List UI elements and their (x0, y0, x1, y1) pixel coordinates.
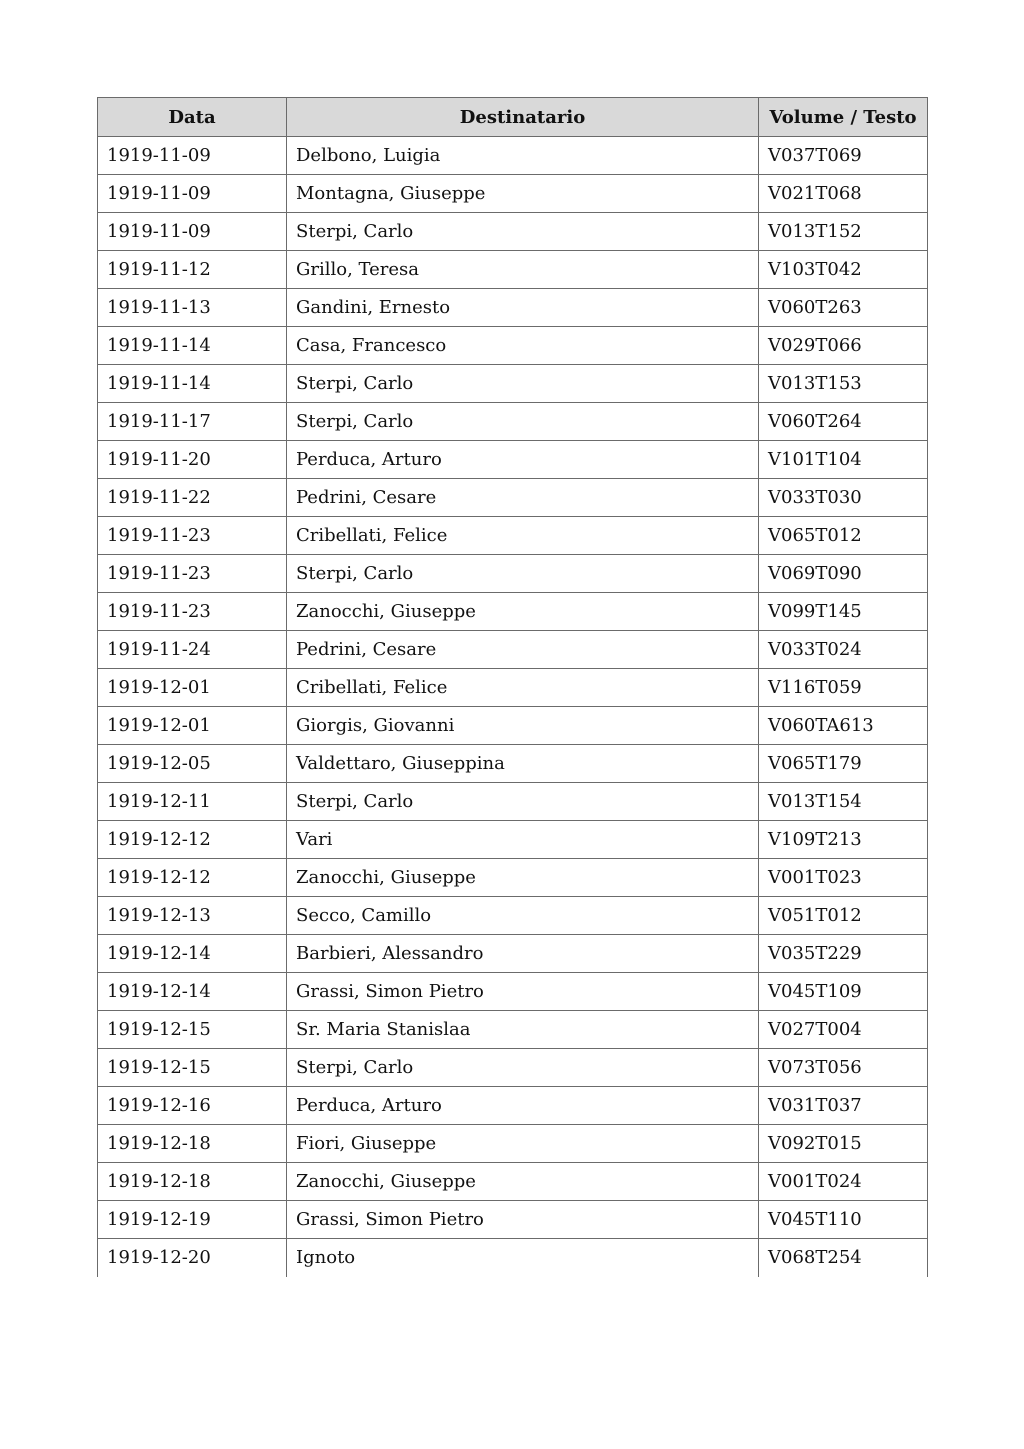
table-row (98, 137, 928, 175)
cell-volume-text: V013T152 (759, 213, 928, 251)
table-row (98, 251, 928, 289)
cell-recipient: Grassi, Simon Pietro (287, 973, 759, 1011)
cell-date: 1919-11-23 (98, 517, 287, 555)
table-row (98, 745, 928, 783)
cell-recipient: Sterpi, Carlo (287, 555, 759, 593)
header-volume-text: Volume / Testo (759, 98, 928, 137)
cell-date: 1919-11-09 (98, 175, 287, 213)
cell-volume-text: V068T254 (759, 1239, 928, 1277)
cell-date: 1919-12-15 (98, 1011, 287, 1049)
cell-recipient: Vari (287, 821, 759, 859)
cell-recipient: Sterpi, Carlo (287, 403, 759, 441)
cell-volume-text: V035T229 (759, 935, 928, 973)
table-row (98, 783, 928, 821)
cell-recipient: Delbono, Luigia (287, 137, 759, 175)
table-header (98, 98, 928, 137)
cell-volume-text: V109T213 (759, 821, 928, 859)
cell-recipient: Secco, Camillo (287, 897, 759, 935)
letters-table (97, 97, 928, 1277)
cell-volume-text: V065T012 (759, 517, 928, 555)
table-row (98, 479, 928, 517)
table-row (98, 555, 928, 593)
table-row (98, 935, 928, 973)
cell-date: 1919-12-01 (98, 669, 287, 707)
cell-date: 1919-12-14 (98, 935, 287, 973)
cell-date: 1919-11-09 (98, 137, 287, 175)
cell-date: 1919-11-09 (98, 213, 287, 251)
cell-date: 1919-12-11 (98, 783, 287, 821)
cell-date: 1919-11-23 (98, 593, 287, 631)
table-row (98, 213, 928, 251)
cell-recipient: Sr. Maria Stanislaa (287, 1011, 759, 1049)
cell-volume-text: V021T068 (759, 175, 928, 213)
cell-volume-text: V060T264 (759, 403, 928, 441)
table-row (98, 1087, 928, 1125)
table-row (98, 1239, 928, 1277)
cell-recipient: Grassi, Simon Pietro (287, 1201, 759, 1239)
cell-recipient: Zanocchi, Giuseppe (287, 1163, 759, 1201)
cell-recipient: Montagna, Giuseppe (287, 175, 759, 213)
table-row (98, 327, 928, 365)
cell-date: 1919-11-22 (98, 479, 287, 517)
table-row (98, 175, 928, 213)
table-row (98, 669, 928, 707)
table-row (98, 517, 928, 555)
header-date: Data (98, 98, 287, 137)
cell-recipient: Grillo, Teresa (287, 251, 759, 289)
table-row (98, 365, 928, 403)
cell-recipient: Gandini, Ernesto (287, 289, 759, 327)
cell-date: 1919-12-20 (98, 1239, 287, 1277)
table-body (98, 137, 928, 1277)
table-row (98, 593, 928, 631)
table-row (98, 1163, 928, 1201)
cell-volume-text: V013T153 (759, 365, 928, 403)
cell-date: 1919-12-19 (98, 1201, 287, 1239)
cell-recipient: Sterpi, Carlo (287, 365, 759, 403)
cell-recipient: Perduca, Arturo (287, 441, 759, 479)
cell-date: 1919-12-14 (98, 973, 287, 1011)
cell-date: 1919-11-23 (98, 555, 287, 593)
header-recipient: Destinatario (287, 98, 759, 137)
table-row (98, 403, 928, 441)
cell-recipient: Sterpi, Carlo (287, 1049, 759, 1087)
cell-recipient: Pedrini, Cesare (287, 631, 759, 669)
cell-date: 1919-12-13 (98, 897, 287, 935)
cell-date: 1919-11-14 (98, 365, 287, 403)
cell-volume-text: V027T004 (759, 1011, 928, 1049)
cell-date: 1919-11-24 (98, 631, 287, 669)
cell-volume-text: V051T012 (759, 897, 928, 935)
cell-recipient: Zanocchi, Giuseppe (287, 859, 759, 897)
cell-volume-text: V065T179 (759, 745, 928, 783)
cell-volume-text: V031T037 (759, 1087, 928, 1125)
cell-recipient: Cribellati, Felice (287, 669, 759, 707)
cell-date: 1919-12-05 (98, 745, 287, 783)
header-row (98, 98, 928, 137)
table-row (98, 707, 928, 745)
table-row (98, 441, 928, 479)
cell-volume-text: V045T109 (759, 973, 928, 1011)
cell-recipient: Zanocchi, Giuseppe (287, 593, 759, 631)
table-row (98, 859, 928, 897)
cell-date: 1919-12-16 (98, 1087, 287, 1125)
cell-date: 1919-11-13 (98, 289, 287, 327)
cell-volume-text: V060TA613 (759, 707, 928, 745)
cell-volume-text: V060T263 (759, 289, 928, 327)
cell-recipient: Sterpi, Carlo (287, 213, 759, 251)
cell-volume-text: V103T042 (759, 251, 928, 289)
cell-date: 1919-12-15 (98, 1049, 287, 1087)
table-row (98, 631, 928, 669)
table-row (98, 973, 928, 1011)
cell-recipient: Barbieri, Alessandro (287, 935, 759, 973)
cell-recipient: Cribellati, Felice (287, 517, 759, 555)
cell-volume-text: V069T090 (759, 555, 928, 593)
cell-date: 1919-12-18 (98, 1163, 287, 1201)
cell-date: 1919-12-18 (98, 1125, 287, 1163)
table-row (98, 1125, 928, 1163)
cell-date: 1919-12-01 (98, 707, 287, 745)
cell-volume-text: V045T110 (759, 1201, 928, 1239)
cell-volume-text: V013T154 (759, 783, 928, 821)
cell-volume-text: V001T024 (759, 1163, 928, 1201)
cell-date: 1919-11-20 (98, 441, 287, 479)
cell-volume-text: V092T015 (759, 1125, 928, 1163)
cell-recipient: Perduca, Arturo (287, 1087, 759, 1125)
cell-volume-text: V001T023 (759, 859, 928, 897)
cell-recipient: Pedrini, Cesare (287, 479, 759, 517)
cell-volume-text: V029T066 (759, 327, 928, 365)
cell-volume-text: V116T059 (759, 669, 928, 707)
cell-volume-text: V033T030 (759, 479, 928, 517)
cell-recipient: Sterpi, Carlo (287, 783, 759, 821)
cell-recipient: Fiori, Giuseppe (287, 1125, 759, 1163)
table-row (98, 1201, 928, 1239)
cell-volume-text: V037T069 (759, 137, 928, 175)
cell-recipient: Valdettaro, Giuseppina (287, 745, 759, 783)
cell-volume-text: V073T056 (759, 1049, 928, 1087)
cell-date: 1919-11-14 (98, 327, 287, 365)
cell-volume-text: V101T104 (759, 441, 928, 479)
cell-date: 1919-12-12 (98, 859, 287, 897)
cell-volume-text: V033T024 (759, 631, 928, 669)
table-row (98, 821, 928, 859)
cell-recipient: Casa, Francesco (287, 327, 759, 365)
cell-date: 1919-11-12 (98, 251, 287, 289)
cell-volume-text: V099T145 (759, 593, 928, 631)
table-row (98, 1011, 928, 1049)
table-row (98, 289, 928, 327)
cell-recipient: Ignoto (287, 1239, 759, 1277)
cell-date: 1919-12-12 (98, 821, 287, 859)
table-row (98, 897, 928, 935)
table-row (98, 1049, 928, 1087)
cell-recipient: Giorgis, Giovanni (287, 707, 759, 745)
cell-date: 1919-11-17 (98, 403, 287, 441)
